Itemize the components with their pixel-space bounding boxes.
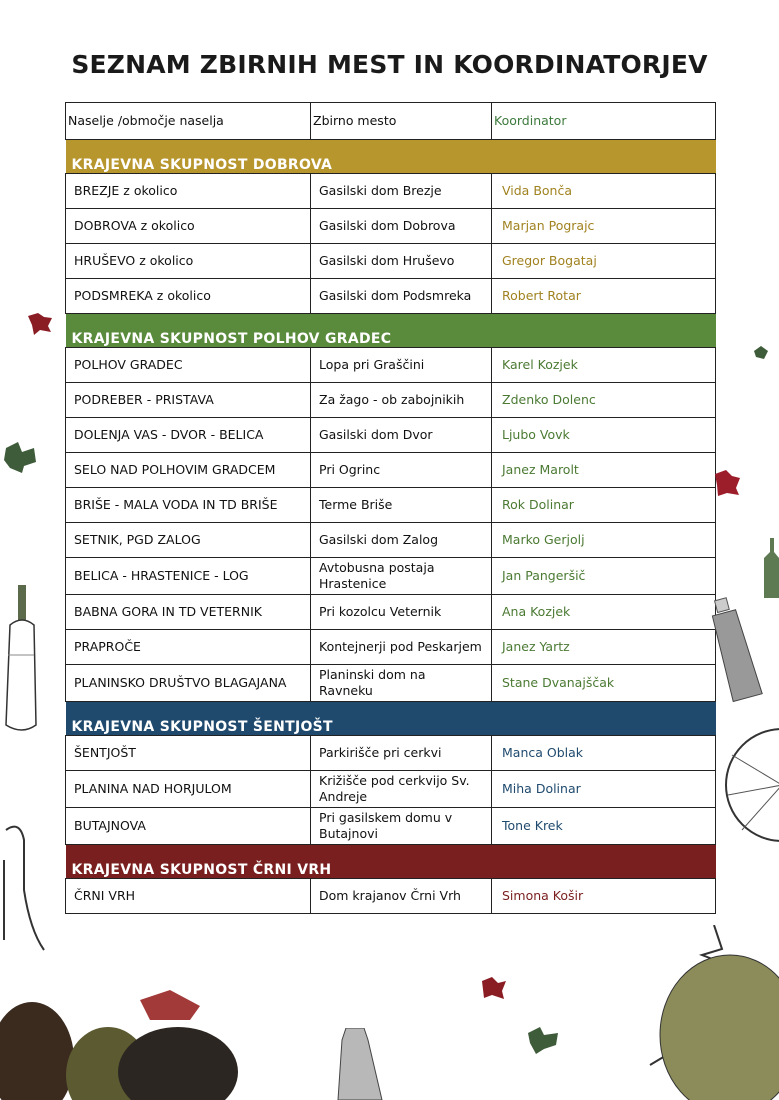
table-row: [66, 174, 716, 209]
green-bottle-icon: [760, 538, 779, 598]
area-cell: DOLENJA VAS - DVOR - BELICA: [66, 418, 311, 453]
place-cell: Gasilski dom Zalog: [311, 523, 492, 558]
green-scrap-bottom-icon: [526, 1025, 560, 1055]
bicycle-wheel-icon: [722, 725, 779, 845]
table-row: [66, 595, 716, 630]
header-place: Zbirno mesto: [311, 103, 492, 140]
place-cell: Planinski dom na Ravneku: [311, 665, 492, 702]
section-header-row: [66, 314, 716, 348]
table-row: [66, 418, 716, 453]
table-row: [66, 523, 716, 558]
coordinator-cell: Ana Kozjek: [492, 595, 716, 630]
place-cell: Kontejnerji pod Peskarjem: [311, 630, 492, 665]
coordinator-cell: Rok Dolinar: [492, 488, 716, 523]
aluminum-can-icon: [330, 1028, 390, 1100]
area-cell: BELICA - HRASTENICE - LOG: [66, 558, 311, 595]
coordinator-cell: Marjan Pograjc: [492, 209, 716, 244]
glass-bottle-icon: [0, 585, 40, 735]
place-cell: Terme Briše: [311, 488, 492, 523]
coordinator-cell: Ljubo Vovk: [492, 418, 716, 453]
red-paper-scrap-icon: [26, 312, 54, 336]
header-area: Naselje /območje naselja: [66, 103, 311, 140]
table-row: [66, 558, 716, 595]
area-cell: BABNA GORA IN TD VETERNIK: [66, 595, 311, 630]
area-cell: BREZJE z okolico: [66, 174, 311, 209]
coordinator-cell: Miha Dolinar: [492, 771, 716, 808]
area-cell: BRIŠE - MALA VODA IN TD BRIŠE: [66, 488, 311, 523]
garbage-bags-icon: [0, 960, 240, 1100]
area-cell: PLANINA NAD HORJULOM: [66, 771, 311, 808]
section-title: KRAJEVNA SKUPNOST DOBROVA: [66, 140, 716, 174]
table-row: [66, 488, 716, 523]
area-cell: DOBROVA z okolico: [66, 209, 311, 244]
area-cell: PODSMREKA z okolico: [66, 279, 311, 314]
header-coordinator: Koordinator: [492, 103, 716, 140]
table-row: [66, 453, 716, 488]
area-cell: PLANINSKO DRUŠTVO BLAGAJANA: [66, 665, 311, 702]
area-cell: SELO NAD POLHOVIM GRADCEM: [66, 453, 311, 488]
table-row: [66, 808, 716, 845]
coordinator-cell: Karel Kozjek: [492, 348, 716, 383]
coordinator-cell: Vida Bonča: [492, 174, 716, 209]
area-cell: PODREBER - PRISTAVA: [66, 383, 311, 418]
place-cell: Pri kozolcu Veternik: [311, 595, 492, 630]
page-title: SEZNAM ZBIRNIH MEST IN KOORDINATORJEV: [71, 50, 708, 79]
area-cell: ČRNI VRH: [66, 879, 311, 914]
green-scrap-small-icon: [752, 345, 770, 361]
plastic-bag-handle-icon: [0, 820, 48, 955]
place-cell: Za žago - ob zabojnikih: [311, 383, 492, 418]
coordinator-cell: Tone Krek: [492, 808, 716, 845]
place-cell: Gasilski dom Dvor: [311, 418, 492, 453]
coordinator-cell: Janez Yartz: [492, 630, 716, 665]
section-header-row: [66, 140, 716, 174]
place-cell: Pri gasilskem domu v Butajnovi: [311, 808, 492, 845]
table-row: [66, 879, 716, 914]
coordinator-cell: Robert Rotar: [492, 279, 716, 314]
area-cell: PRAPROČE: [66, 630, 311, 665]
coordinator-cell: Gregor Bogataj: [492, 244, 716, 279]
olive-bag-icon: [610, 925, 779, 1100]
section-title: KRAJEVNA SKUPNOST ŠENTJOŠT: [66, 702, 716, 736]
green-paper-scrap-icon: [2, 440, 38, 474]
place-cell: Parkirišče pri cerkvi: [311, 736, 492, 771]
area-cell: ŠENTJOŠT: [66, 736, 311, 771]
place-cell: Gasilski dom Brezje: [311, 174, 492, 209]
table-row: [66, 383, 716, 418]
red-scrap-bottom-icon: [480, 975, 508, 1001]
place-cell: Gasilski dom Hruševo: [311, 244, 492, 279]
area-cell: BUTAJNOVA: [66, 808, 311, 845]
table-row: [66, 348, 716, 383]
coordinator-cell: Simona Košir: [492, 879, 716, 914]
section-title: KRAJEVNA SKUPNOST ČRNI VRH: [66, 845, 716, 879]
coordinator-cell: Janez Marolt: [492, 453, 716, 488]
place-cell: Avtobusna postaja Hrastenice: [311, 558, 492, 595]
section-header-row: [66, 845, 716, 879]
coordinator-cell: Stane Dvanajščak: [492, 665, 716, 702]
collection-points-table: [65, 102, 716, 914]
section-title: KRAJEVNA SKUPNOST POLHOV GRADEC: [66, 314, 716, 348]
table-row: [66, 279, 716, 314]
place-cell: Dom krajanov Črni Vrh: [311, 879, 492, 914]
coordinator-cell: Zdenko Dolenc: [492, 383, 716, 418]
coordinator-cell: Manca Oblak: [492, 736, 716, 771]
place-cell: Gasilski dom Podsmreka: [311, 279, 492, 314]
area-cell: HRUŠEVO z okolico: [66, 244, 311, 279]
table-row: [66, 736, 716, 771]
table-row: [66, 244, 716, 279]
table-row: [66, 209, 716, 244]
table-row: [66, 630, 716, 665]
plastic-bottle-icon: [706, 595, 766, 705]
place-cell: Gasilski dom Dobrova: [311, 209, 492, 244]
section-header-row: [66, 702, 716, 736]
coordinator-cell: Jan Pangeršič: [492, 558, 716, 595]
red-can-icon: [712, 468, 742, 498]
area-cell: SETNIK, PGD ZALOG: [66, 523, 311, 558]
place-cell: Križišče pod cerkvijo Sv. Andreje: [311, 771, 492, 808]
table-header-row: [66, 103, 716, 140]
place-cell: Pri Ogrinc: [311, 453, 492, 488]
area-cell: POLHOV GRADEC: [66, 348, 311, 383]
table-row: [66, 665, 716, 702]
coordinator-cell: Marko Gerjolj: [492, 523, 716, 558]
table-row: [66, 771, 716, 808]
place-cell: Lopa pri Graščini: [311, 348, 492, 383]
